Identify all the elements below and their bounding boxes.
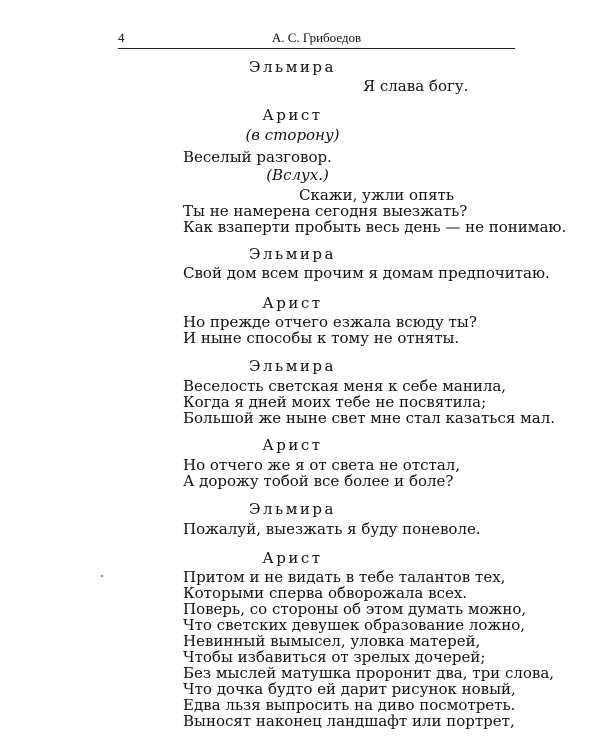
speaker-name: Эльмира [249,58,336,76]
speaker-name: Эльмира [249,245,336,263]
verse-line: Как взаперти пробыть весь день — не понимаю. [183,218,567,236]
header-rule [118,48,515,49]
verse-line: Ты не намерена сегодня выезжать? [183,202,468,220]
running-title: А. С. Грибоедов [271,30,362,45]
verse-block [183,569,554,729]
verse-block [183,378,555,426]
page-number: 4 [118,30,125,45]
verse-line: Выносят наконец ландшафт или портрет, [183,712,515,730]
verse-line: Без мыслей матушка проронит два, три слова, [183,664,555,682]
verse-line: Притом и не видать в тебе талантов тех, [183,568,506,586]
verse-line: Что дочка будто ей дарит рисунок новый, [183,680,516,698]
verse-line: Пожалуй, выезжать я буду поневоле. [183,520,481,538]
verse-line: Чтобы избавиться от зрелых дочерей; [183,648,486,666]
scan-speck [101,575,103,577]
verse-block [183,521,481,537]
verse-line: Свой дом всем прочим я домам предпочитаю. [183,264,550,282]
verse-line: Но отчего же я от света не отстал, [183,456,461,474]
verse-line: Но прежде отчего езжала всюду ты? [183,313,477,331]
verse-line: Поверь, со стороны об этом думать можно, [183,600,527,618]
speaker-name: Эльмира [249,500,336,518]
verse-block [183,314,477,346]
verse-line: Веселость светская меня к себе манила, [183,377,507,395]
verse-line: Большой же ныне свет мне стал казаться мал. [183,409,555,427]
stage-direction: (в сторону) [245,126,340,144]
verse-line: Едва льзя выпросить на диво посмотреть. [183,696,516,714]
verse-line: Я слава богу. [363,77,469,95]
verse-block [183,149,332,165]
verse-line: Что светских девушек образование ложно, [183,616,526,634]
verse-line: Которыми сперва обворожала всех. [183,584,468,602]
verse-line: Когда я дней моих тебе не посвятила; [183,393,487,411]
stage-direction: (Вслух.) [266,166,329,184]
speaker-name: Арист [262,436,323,454]
verse-block [183,187,566,235]
speaker-name: Арист [262,294,323,312]
verse-block [183,265,550,281]
verse-block [183,457,460,489]
speaker-name: Арист [262,106,323,124]
verse-block [363,78,468,94]
verse-line: Веселый разговор. [183,148,332,166]
verse-line: А дорожу тобой все более и боле? [183,472,454,490]
running-header [118,30,515,50]
verse-line: И ныне способы к тому не отняты. [183,329,460,347]
verse-line: Скажи, ужли опять [299,186,455,204]
verse-line: Невинный вымысел, уловка матерей, [183,632,481,650]
speaker-name: Арист [262,549,323,567]
speaker-name: Эльмира [249,357,336,375]
